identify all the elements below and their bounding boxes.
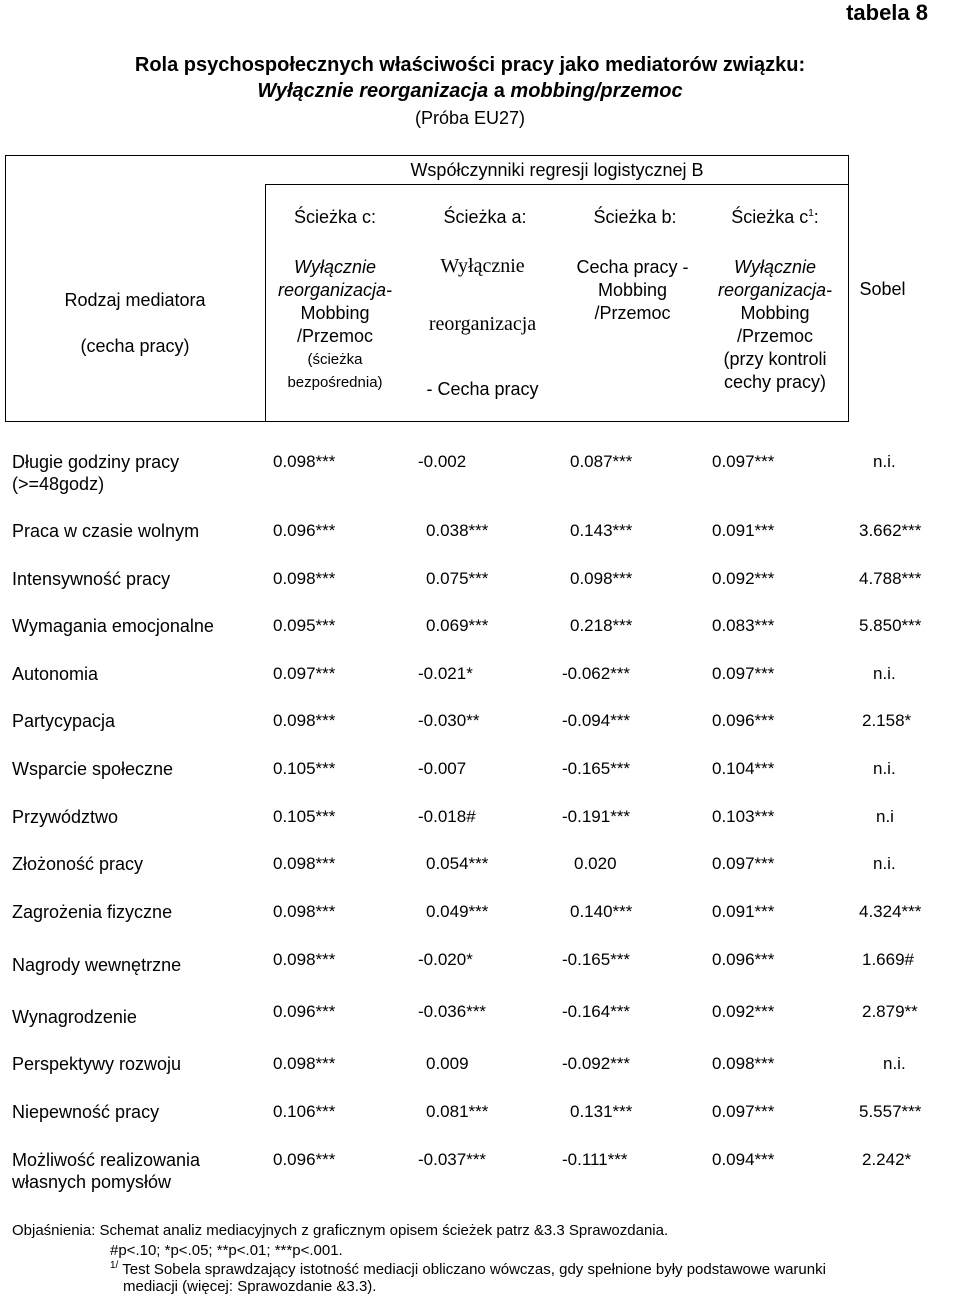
cell-sobel: n.i. xyxy=(873,854,896,873)
subtitle-part-c: mobbing/przemoc xyxy=(510,80,683,102)
cell-path-c: 0.096*** xyxy=(273,1150,336,1169)
cell-path-c1: 0.103*** xyxy=(712,807,775,826)
cell-path-c1: 0.104*** xyxy=(712,759,775,778)
cell-path-a: -0.037*** xyxy=(418,1150,487,1169)
cell-path-b: 0.218*** xyxy=(570,616,633,635)
cell-path-a: -0.018# xyxy=(418,807,476,826)
col-c-line2: reorganizacja- xyxy=(277,280,393,300)
cell-path-a: 0.075*** xyxy=(426,569,489,588)
cell-sobel: 4.788*** xyxy=(859,569,922,588)
notes-line2: #p<.10; *p<.05; **p<.01; ***p<.001. xyxy=(110,1242,343,1259)
cell-sobel: 3.662*** xyxy=(859,521,922,540)
table-tag: tabela 8 xyxy=(846,0,928,25)
cell-path-c1: 0.094*** xyxy=(712,1150,775,1169)
cell-path-c1: 0.092*** xyxy=(712,569,775,588)
col-c1-line6: cechy pracy) xyxy=(723,372,827,392)
cell-path-b: -0.164*** xyxy=(562,1002,631,1021)
row-label: Autonomia xyxy=(12,664,99,684)
cell-path-b: -0.165*** xyxy=(562,950,631,969)
cell-path-b: -0.062*** xyxy=(562,664,631,683)
cell-path-b: 0.131*** xyxy=(570,1102,633,1121)
cell-sobel: n.i. xyxy=(873,664,896,683)
cell-path-a: 0.054*** xyxy=(426,854,489,873)
col-a-line2: reorganizacja xyxy=(428,313,537,335)
table-title: Rola psychospołecznych właściwości pracy jako mediatorów związku: xyxy=(134,54,806,76)
cell-path-c1: 0.098*** xyxy=(712,1054,775,1073)
row-label: Niepewność pracy xyxy=(12,1102,160,1122)
notes-line4: mediacji (więcej: Sprawozdanie &3.3). xyxy=(123,1278,377,1295)
cell-path-b: -0.094*** xyxy=(562,711,631,730)
header-path-c: Ścieżka c: xyxy=(293,207,377,227)
header-mediator xyxy=(20,277,250,369)
cell-sobel: 2.158* xyxy=(862,711,912,730)
col-c1-line1: Wyłącznie xyxy=(733,257,817,277)
col-c-line6: bezpośrednia) xyxy=(287,374,383,391)
notes-line3 xyxy=(110,1260,826,1278)
col-c1-line2: reorganizacja- xyxy=(717,280,833,300)
cell-path-c1: 0.097*** xyxy=(712,664,775,683)
row-label: Praca w czasie wolnym xyxy=(12,521,200,541)
row-label: Wsparcie społeczne xyxy=(12,759,174,779)
cell-path-b: 0.098*** xyxy=(570,569,633,588)
row-label-line2: (>=48godz) xyxy=(12,474,105,494)
cell-path-c: 0.105*** xyxy=(273,759,336,778)
cell-path-c1: 0.083*** xyxy=(712,616,775,635)
cell-path-c: 0.096*** xyxy=(273,521,336,540)
row-label xyxy=(12,1149,200,1193)
cell-sobel: 5.557*** xyxy=(859,1102,922,1121)
row-label: Wymagania emocjonalne xyxy=(12,616,214,636)
cell-path-b: -0.111*** xyxy=(562,1150,628,1169)
subtitle-part-a: Wyłącznie reorganizacja xyxy=(257,80,489,102)
cell-path-a: 0.038*** xyxy=(426,521,489,540)
cell-path-a: -0.007 xyxy=(418,759,467,778)
cell-path-c: 0.098*** xyxy=(273,1054,336,1073)
cell-path-c: 0.097*** xyxy=(273,664,336,683)
row-label: Przywództwo xyxy=(12,807,119,827)
cell-sobel: 2.879** xyxy=(862,1002,918,1021)
cell-path-b: -0.165*** xyxy=(562,759,631,778)
cell-path-b: 0.020 xyxy=(574,854,617,873)
header-col-c1 xyxy=(705,256,845,394)
row-label: Zagrożenia fizyczne xyxy=(12,902,173,922)
cell-sobel: 5.850*** xyxy=(859,616,922,635)
cell-path-c: 0.098*** xyxy=(273,854,336,873)
cell-path-b: -0.092*** xyxy=(562,1054,631,1073)
row-label: Intensywność pracy xyxy=(12,569,171,589)
cell-path-c: 0.098*** xyxy=(273,902,336,921)
header-col-c xyxy=(265,256,405,394)
cell-path-b: 0.087*** xyxy=(570,452,633,471)
cell-path-b: -0.191*** xyxy=(562,807,631,826)
row-label-line1: Długie godziny pracy xyxy=(12,452,180,472)
table-sample: (Próba EU27) xyxy=(414,108,526,128)
col-c1-line3: Mobbing xyxy=(740,303,810,323)
header-sobel: Sobel xyxy=(859,279,906,299)
cell-sobel: n.i. xyxy=(873,452,896,471)
notes-line1: Objaśnienia: Schemat analiz mediacyjnych z graficznym opisem ścieżek patrz &3.3 Sprawozdania. xyxy=(12,1222,669,1239)
cell-path-a: -0.036*** xyxy=(418,1002,487,1021)
path-c1-label: Ścieżka c xyxy=(731,207,809,227)
col-c-line3: Mobbing xyxy=(300,303,370,323)
header-path-b: Ścieżka b: xyxy=(593,207,677,227)
header-path-c1 xyxy=(705,207,845,228)
cell-path-c: 0.098*** xyxy=(273,711,336,730)
header-col-b xyxy=(560,256,705,325)
col-c-line4: /Przemoc xyxy=(296,326,374,346)
cell-sobel: 1.669# xyxy=(862,950,914,969)
row-label-line2: własnych pomysłów xyxy=(12,1172,172,1192)
cell-path-c: 0.106*** xyxy=(273,1102,336,1121)
col-c-line1: Wyłącznie xyxy=(293,257,377,277)
table-subtitle xyxy=(0,80,940,103)
notes-line3-text: Test Sobela sprawdzający istotność mediacji obliczano wówczas, gdy spełnione były podstawowe warunki xyxy=(118,1261,826,1278)
row-label: Partycypacja xyxy=(12,711,116,731)
cell-sobel: n.i. xyxy=(873,759,896,778)
cell-path-a: -0.030** xyxy=(418,711,480,730)
col-a-line1: Wyłącznie xyxy=(440,255,525,277)
cell-sobel: 2.242* xyxy=(862,1150,912,1169)
cell-path-a: 0.009 xyxy=(426,1054,469,1073)
col-b-line3: /Przemoc xyxy=(594,303,671,323)
col-c1-line4: /Przemoc xyxy=(736,326,814,346)
mediator-line1: Rodzaj mediatora xyxy=(64,290,206,310)
cell-path-a: 0.081*** xyxy=(426,1102,489,1121)
cell-path-b: 0.143*** xyxy=(570,521,633,540)
cell-path-a: 0.049*** xyxy=(426,902,489,921)
cell-sobel: n.i. xyxy=(883,1054,906,1073)
cell-path-b: 0.140*** xyxy=(570,902,633,921)
cell-path-a: -0.002 xyxy=(418,452,467,471)
cell-path-a: -0.020* xyxy=(418,950,473,969)
subtitle-part-b: a xyxy=(488,80,511,102)
cell-path-c1: 0.096*** xyxy=(712,711,775,730)
row-label xyxy=(12,451,179,495)
cell-path-c: 0.096*** xyxy=(273,1002,336,1021)
col-a-line3: - Cecha pracy xyxy=(426,379,539,399)
row-label: Perspektywy rozwoju xyxy=(12,1054,182,1074)
cell-path-c1: 0.096*** xyxy=(712,950,775,969)
row-label: Wynagrodzenie xyxy=(12,1007,137,1027)
cell-path-c1: 0.097*** xyxy=(712,1102,775,1121)
cell-path-c: 0.098*** xyxy=(273,950,336,969)
row-label: Złożoność pracy xyxy=(12,854,144,874)
cell-path-c: 0.105*** xyxy=(273,807,336,826)
cell-sobel: n.i xyxy=(876,807,894,826)
col-b-line1: Cecha pracy - xyxy=(576,257,689,277)
header-path-a: Ścieżka a: xyxy=(443,207,527,227)
cell-path-c1: 0.097*** xyxy=(712,452,775,471)
col-b-line2: Mobbing xyxy=(597,280,668,300)
cell-path-c: 0.095*** xyxy=(273,616,336,635)
cell-path-a: -0.021* xyxy=(418,664,473,683)
cell-path-c1: 0.091*** xyxy=(712,521,775,540)
header-group: Współczynniki regresji logistycznej B xyxy=(410,160,704,180)
cell-path-c1: 0.092*** xyxy=(712,1002,775,1021)
cell-path-c: 0.098*** xyxy=(273,569,336,588)
col-c1-line5: (przy kontroli xyxy=(723,349,827,369)
path-c1-sup: 1 xyxy=(808,208,814,219)
cell-path-c1: 0.097*** xyxy=(712,854,775,873)
cell-path-a: 0.069*** xyxy=(426,616,489,635)
cell-sobel: 4.324*** xyxy=(859,902,922,921)
col-c-line5: (ścieżka xyxy=(307,351,363,368)
cell-path-c1: 0.091*** xyxy=(712,902,775,921)
row-label: Nagrody wewnętrzne xyxy=(12,955,182,975)
mediator-line2: (cecha pracy) xyxy=(80,336,190,356)
notes-sup: 1/ xyxy=(110,1260,119,1271)
row-label-line1: Możliwość realizowania xyxy=(12,1150,201,1170)
cell-path-c: 0.098*** xyxy=(273,452,336,471)
path-c1-colon: : xyxy=(813,207,819,227)
